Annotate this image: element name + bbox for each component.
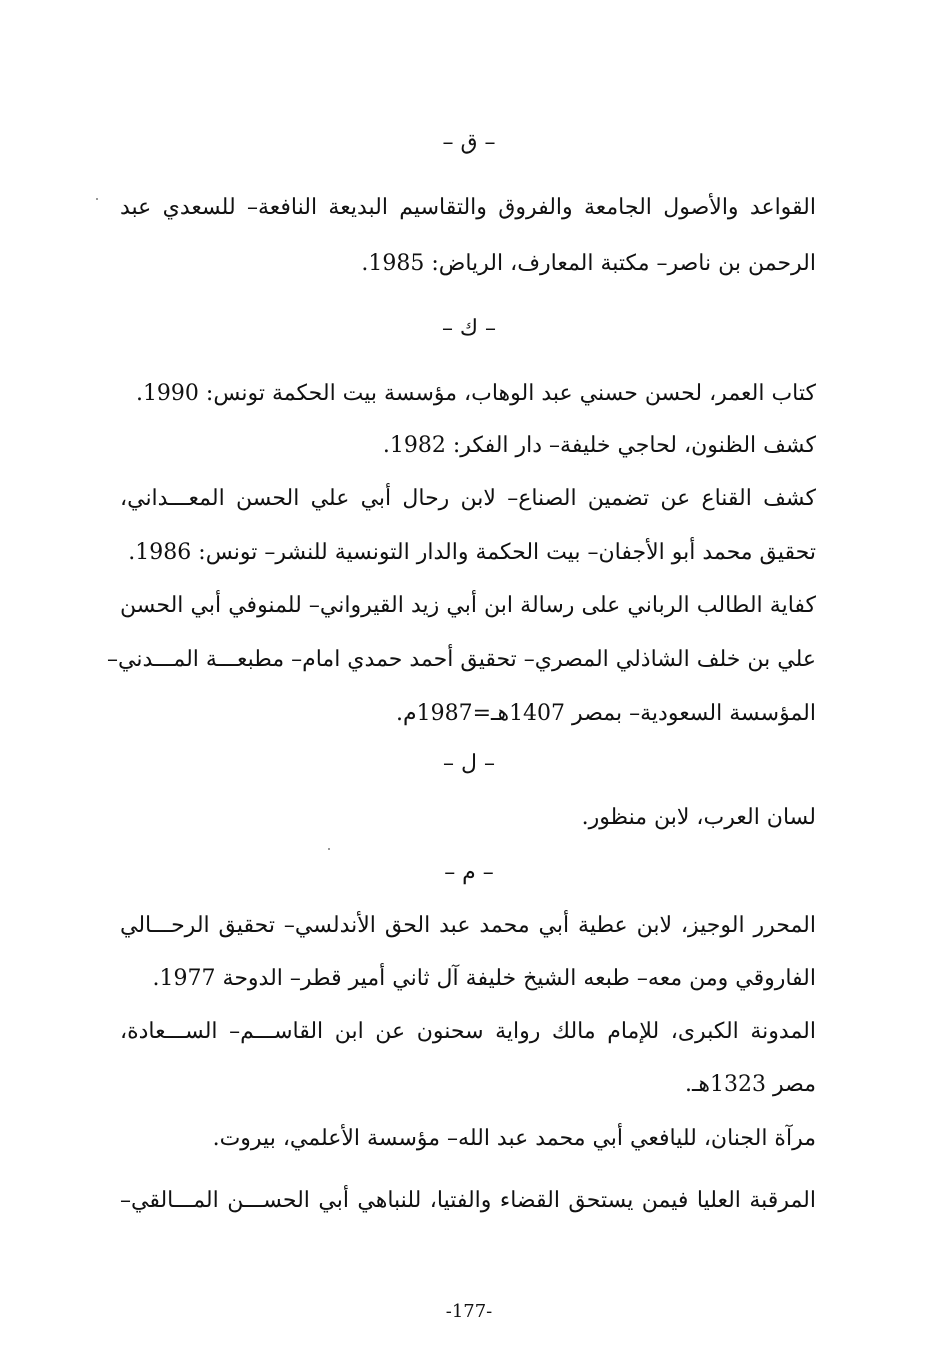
entry-line: الفاروقي ومن معه– طبعه الشيخ خليفة آل ثاني أمير قطر– الدوحة 1977. [152,966,816,991]
entry-line: علي بن خلف الشاذلي المصري– تحقيق أحمد حمدي امام– مطبعـــة المـــدني– [107,647,816,672]
entry-line: المؤسسة السعودية– بمصر 1407هـ=1987م. [395,701,816,726]
entry-line: المرقبة العليا فيمن يستحق القضاء والفتيا، للنباهي أبي الحســـن المـــالقي– [120,1188,816,1213]
scan-speck [96,198,98,200]
page-number: -177- [445,1301,493,1322]
scan-speck [328,848,330,850]
entry-line: كفاية الطالب الرباني على رسالة ابن أبي زيد القيرواني– للمنوفي أبي الحسن [120,593,816,618]
entry-line: المدونة الكبرى، للإمام مالك رواية سحنون عن ابن القاســـم– الســـعادة، [120,1019,816,1044]
entry-line: مرآة الجنان، لليافعي أبي محمد عبد الله– مؤسسة الأعلمي، بيروت. [212,1126,816,1151]
entry-line: لسان العرب، لابن منظور. [581,805,816,830]
entry-line: الرحمن بن ناصر– مكتبة المعارف، الرياض: 1985. [361,251,816,276]
section-heading-mim: – م – [444,860,494,885]
section-heading-qaf: – ق – [442,130,496,155]
entry-line: القواعد والأصول الجامعة والفروق والتقاسيم البديعة النافعة– للسعدي عبد [120,195,816,220]
entry-line: كشف القناع عن تضمين الصناع– لابن رحال أبي علي الحسن المعـــداني، [120,486,816,511]
entry-line: تحقيق محمد أبو الأجفان– بيت الحكمة والدار التونسية للنشر– تونس: 1986. [128,540,816,565]
section-heading-lam: – ل – [443,751,495,776]
entry-line: كشف الظنون، لحاجي خليفة– دار الفكر: 1982. [382,433,816,458]
entry-line: كتاب العمر، لحسن حسني عبد الوهاب، مؤسسة بيت الحكمة تونس: 1990. [135,381,816,406]
entry-line: مصر 1323هـ. [684,1072,816,1097]
section-heading-kaf: – ك – [441,316,497,341]
entry-line: المحرر الوجيز، لابن عطية أبي محمد عبد الحق الأندلسي– تحقيق الرحـــالي [120,913,816,938]
